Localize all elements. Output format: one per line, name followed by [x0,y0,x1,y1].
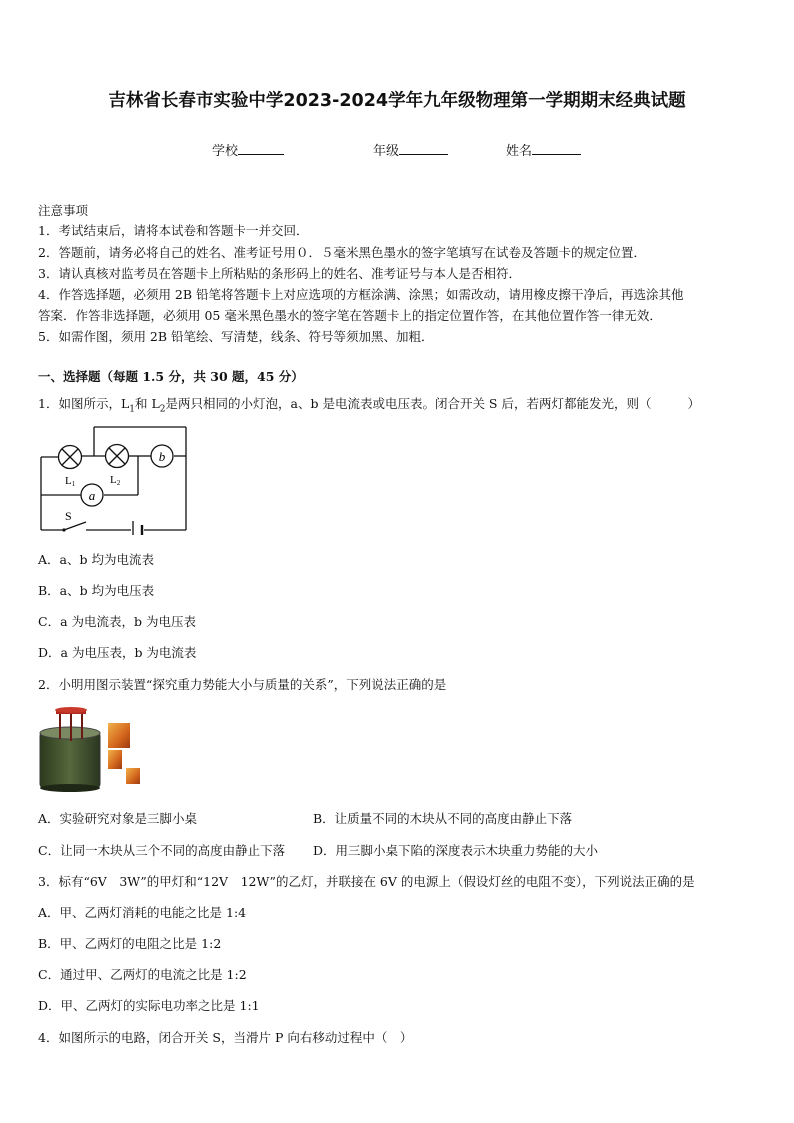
q1-stem [38,396,700,418]
q2-apparatus-picture [36,705,146,793]
q1-stem-part: 和 L [135,396,160,411]
battery-icon [133,521,142,535]
q1-circuit-diagram [36,420,192,535]
school-label: 学校 [212,144,239,159]
q3-option[interactable]: D．甲、乙两灯的实际电功率之比是 1:1 [38,998,260,1013]
q2-option[interactable]: C．让同一木块从三个不同的高度由静止下落 [38,843,286,858]
q2-stem: 2．小明用图示装置“探究重力势能大小与质量的关系”，下列说法正确的是 [38,677,447,692]
notice-item: 4．作答选择题，必须用 2B 铅笔将答题卡上对应选项的方框涂满、涂黑；如需改动，请用橡皮擦干净后，再选涂其他 [38,287,684,302]
school-field [212,140,284,159]
name-label: 姓名 [506,144,533,159]
lamp-l1-icon [59,446,82,469]
school-blank[interactable] [238,140,284,155]
grade-field [373,140,448,159]
q3-option[interactable]: C．通过甲、乙两灯的电流之比是 1:2 [38,967,247,982]
q3-option[interactable]: B．甲、乙两灯的电阻之比是 1:2 [38,936,222,951]
lamp-l2-icon [106,445,129,468]
q1-stem-part: 是两只相同的小灯泡，a、b 是电流表或电压表。闭合开关 S 后，若两灯都能发光，则（ [165,396,652,411]
q3-option[interactable]: A．甲、乙两灯消耗的电能之比是 1:4 [38,905,247,920]
switch-icon [62,528,65,531]
meter-b-icon [151,445,173,467]
grade-blank[interactable] [399,140,448,155]
notice-item: 2．答题前，请务必将自己的姓名、准考证号用０．５毫米黑色墨水的签字笔填写在试卷及答题卡的规定位置． [38,245,646,260]
q1-option[interactable]: C．a 为电流表，b 为电压表 [38,614,196,629]
grade-label: 年级 [373,144,400,159]
meter-b-label: b [158,449,166,464]
switch-label: S [65,509,72,523]
q1-option[interactable]: A．a、b 均为电流表 [38,552,154,567]
q1-sub: 1 [129,404,135,415]
three-leg-table-icon [55,707,87,741]
q3-stem: 3．标有“6V 3W”的甲灯和“12V 12W”的乙灯，并联接在 6V 的电源上（假设灯丝的电阻不变），下列说法正确的是 [38,874,695,889]
q1-sub: 2 [159,404,166,415]
q2-option[interactable]: A．实验研究对象是三脚小桌 [38,811,198,826]
page-title: 吉林省长春市实验中学2023-2024学年九年级物理第一学期期末经典试题 [108,91,686,111]
lamp-l1-label: L1 [65,475,76,488]
notice-item: 5．如需作图，须用 2B 铅笔绘、写清楚，线条、符号等须加黑、加粗． [38,329,434,344]
section-heading: 一、选择题（每题 1.5 分，共 30 题，45 分） [38,369,304,384]
q1-stem-part: 1．如图所示，L [38,396,130,411]
notice-item: 答案．作答非选择题，必须用 05 毫米黑色墨水的签字笔在答题卡上的指定位置作答，在其他位置作答一律无效． [38,308,662,323]
name-blank[interactable] [532,140,581,155]
notice-heading: 注意事项 [38,203,89,218]
meter-a-icon [81,484,103,506]
q1-option[interactable]: B．a、b 均为电压表 [38,583,155,598]
q1-option[interactable]: D．a 为电压表，b 为电流表 [38,645,197,660]
lamp-l2-label: L2 [110,474,121,487]
name-field [506,140,581,159]
q1-stem-part: ） [687,396,700,411]
notice-item: 1．考试结束后，请将本试卷和答题卡一并交回． [38,223,309,238]
q2-option[interactable]: B．让质量不同的木块从不同的高度由静止下落 [313,811,573,826]
q4-stem: 4．如图所示的电路，闭合开关 S，当滑片 P 向右移动过程中（ ） [38,1030,413,1045]
q2-option[interactable]: D．用三脚小桌下陷的深度表示木块重力势能的大小 [313,843,599,858]
wood-blocks-icon [108,723,140,784]
meter-a-label: a [88,488,96,503]
notice-item: 3．请认真核对监考员在答题卡上所粘贴的条形码上的姓名、准考证号与本人是否相符． [38,266,521,281]
